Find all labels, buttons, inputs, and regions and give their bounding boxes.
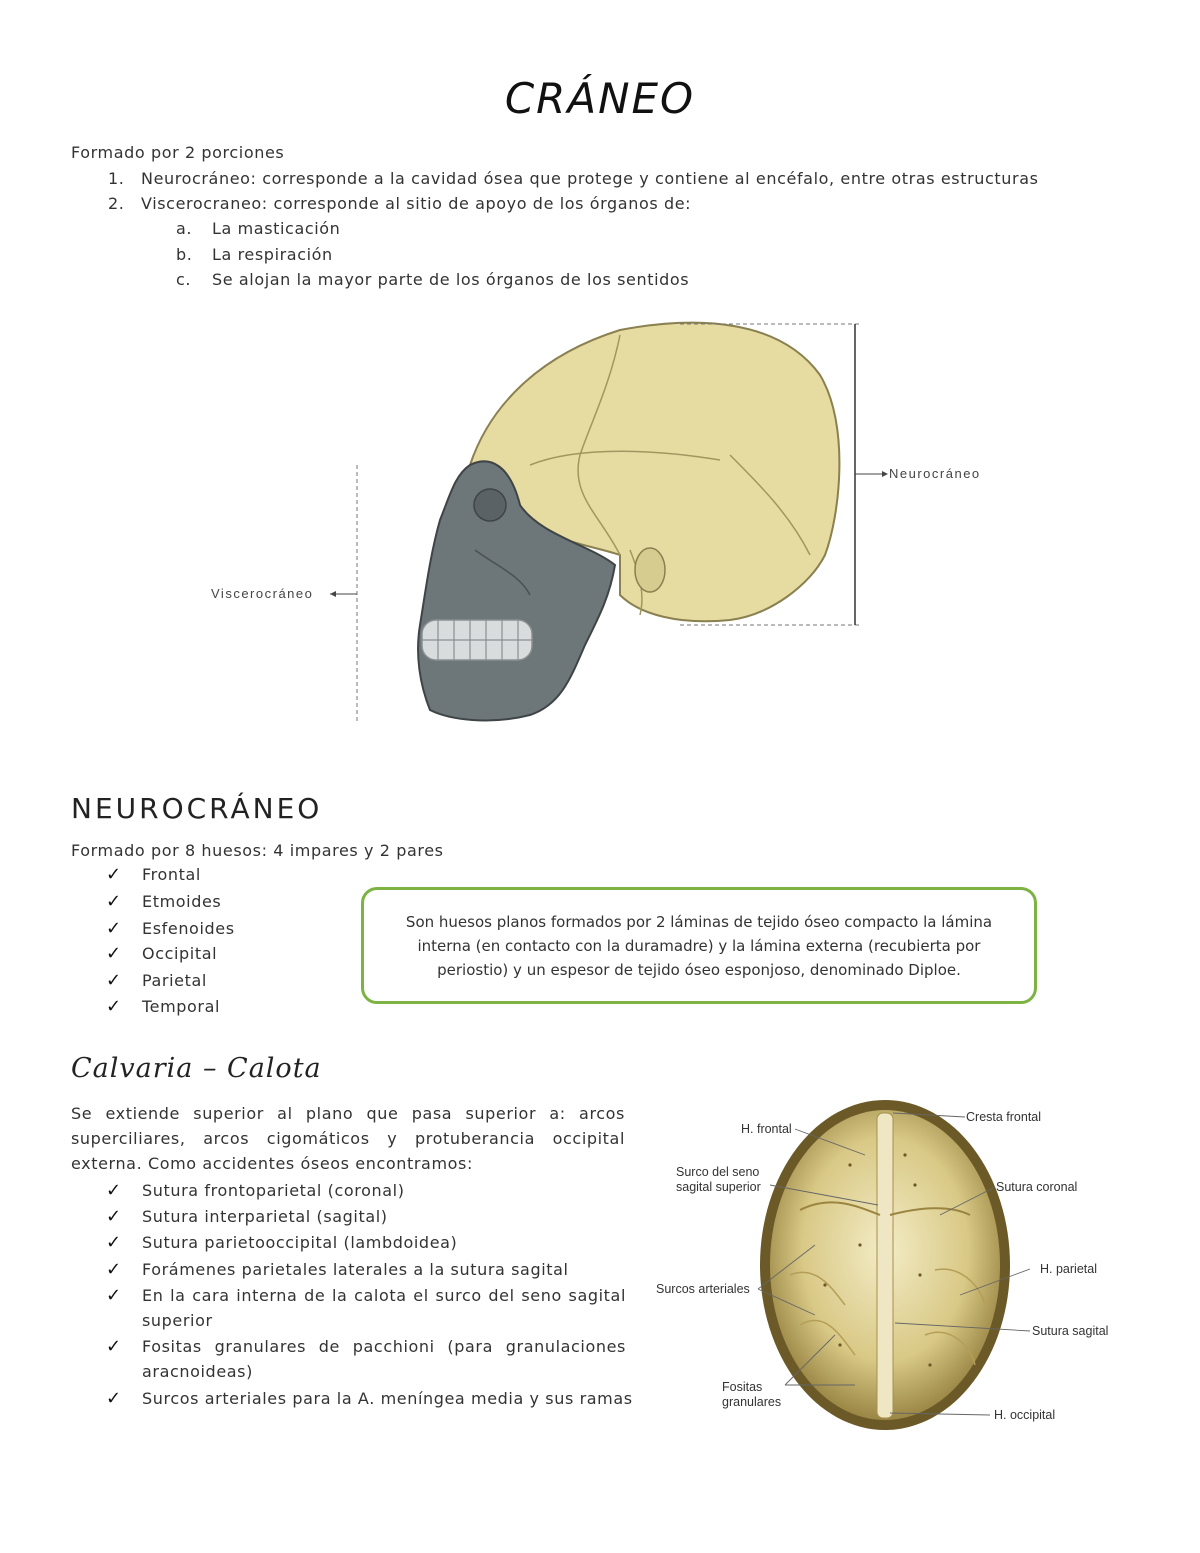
- feature-list-item: [106, 1230, 457, 1255]
- bone-list-item: [106, 941, 217, 966]
- viscerocraneo-label: Viscerocráneo: [211, 586, 314, 601]
- list-item: [108, 166, 1039, 191]
- feature-text: Sutura frontoparietal (coronal): [142, 1181, 405, 1200]
- note-box: [361, 887, 1037, 1004]
- label-fositas-line1: Fositas: [722, 1380, 763, 1394]
- list-item-text: La masticación: [212, 219, 341, 238]
- section-heading-neurocraneo: NEUROCRÁNEO: [71, 792, 323, 825]
- skull-lateral-figure: [200, 315, 1020, 735]
- bone-list-item: [106, 916, 235, 941]
- label-fositas-line2: granulares: [722, 1395, 782, 1409]
- feature-text: Forámenes parietales laterales a la sutura sagital: [142, 1260, 569, 1279]
- checkmark-icon: ✓: [106, 1232, 122, 1253]
- bone-name: Etmoides: [142, 892, 222, 911]
- checkmark-icon: ✓: [106, 996, 122, 1017]
- list-letter: a.: [176, 219, 193, 238]
- bone-name: Frontal: [142, 865, 201, 884]
- bone-list-item: [106, 889, 221, 914]
- list-number: 2.: [108, 194, 125, 213]
- label-sutura-sagital: Sutura sagital: [1032, 1324, 1109, 1338]
- feature-text: En la cara interna de la calota el surco del seno sagital superior: [142, 1286, 626, 1330]
- list-item-text: Se alojan la mayor parte de los órganos de los sentidos: [212, 270, 690, 289]
- bone-list-item: [106, 968, 207, 993]
- feature-text: Surcos arteriales para la A. meníngea media y sus ramas: [142, 1389, 633, 1408]
- feature-list-item: [106, 1204, 388, 1229]
- label-surco-seno-line2: sagital superior: [676, 1180, 761, 1194]
- calvaria-lead: Se extiende superior al plano que pasa superior a: arcos superciliares, arcos cigomáticos y protuberancia occipital externa. Como accidentes óseos encontramos:: [71, 1104, 625, 1173]
- checkmark-icon: ✓: [106, 1206, 122, 1227]
- bone-name: Parietal: [142, 971, 207, 990]
- bone-list-item: [106, 862, 201, 887]
- checkmark-icon: ✓: [106, 891, 122, 912]
- feature-list-item: [106, 1386, 633, 1411]
- checkmark-icon: ✓: [106, 1180, 122, 1201]
- list-number: 1.: [108, 169, 125, 188]
- checkmark-icon: ✓: [106, 943, 122, 964]
- label-surco-seno-line1: Surco del seno: [676, 1165, 760, 1179]
- feature-list-item: [106, 1178, 405, 1203]
- checkmark-icon: ✓: [106, 918, 122, 939]
- list-item-text: La respiración: [212, 245, 333, 264]
- list-item-text: Neurocráneo: corresponde a la cavidad ósea que protege y contiene al encéfalo, entre otras estructuras: [141, 169, 1039, 188]
- label-h-frontal: H. frontal: [741, 1122, 792, 1136]
- label-surcos-arteriales: Surcos arteriales: [656, 1282, 750, 1296]
- checkmark-icon: ✓: [106, 1259, 122, 1280]
- label-sutura-coronal: Sutura coronal: [996, 1180, 1078, 1194]
- checkmark-icon: ✓: [106, 1336, 122, 1357]
- sub-list-item: [176, 267, 689, 292]
- label-h-occipital: H. occipital: [994, 1408, 1056, 1422]
- bone-name: Temporal: [142, 997, 221, 1016]
- intro-lead: Formado por 2 porciones: [71, 143, 285, 162]
- label-cresta-frontal: Cresta frontal: [966, 1110, 1042, 1124]
- neurocraneo-lead: Formado por 8 huesos: 4 impares y 2 pares: [71, 841, 444, 860]
- feature-text: Fositas granulares de pacchioni (para granulaciones aracnoideas): [142, 1337, 626, 1381]
- list-item: [108, 191, 691, 216]
- list-letter: c.: [176, 270, 192, 289]
- list-item-text: Viscerocraneo: corresponde al sitio de apoyo de los órganos de:: [141, 194, 692, 213]
- bone-name: Esfenoides: [142, 919, 235, 938]
- feature-list-item: [106, 1283, 626, 1333]
- sub-list-item: [176, 242, 333, 267]
- checkmark-icon: ✓: [106, 970, 122, 991]
- feature-list-item: [106, 1257, 569, 1282]
- feature-text: Sutura interparietal (sagital): [142, 1207, 388, 1226]
- page-title: CRÁNEO: [504, 74, 696, 123]
- note-text: Son huesos planos formados por 2 láminas de tejido óseo compacto la lámina interna (en contacto con la duramadre) y la lámina externa (recubierta por periostio) y un espesor de tejido óseo esponjoso, denominado Diploe.: [405, 912, 993, 979]
- checkmark-icon: ✓: [106, 1285, 122, 1306]
- neurocraneo-label: Neurocráneo: [889, 466, 981, 481]
- sub-list-item: [176, 216, 340, 241]
- label-h-parietal: H. parietal: [1040, 1262, 1097, 1276]
- bone-list-item: [106, 994, 220, 1019]
- feature-list-item: [106, 1334, 626, 1384]
- feature-text: Sutura parietooccipital (lambdoidea): [142, 1233, 458, 1252]
- checkmark-icon: ✓: [106, 864, 122, 885]
- checkmark-icon: ✓: [106, 1388, 122, 1409]
- bone-name: Occipital: [142, 944, 218, 963]
- list-letter: b.: [176, 245, 193, 264]
- section-heading-calvaria: Calvaria – Calota: [71, 1053, 322, 1084]
